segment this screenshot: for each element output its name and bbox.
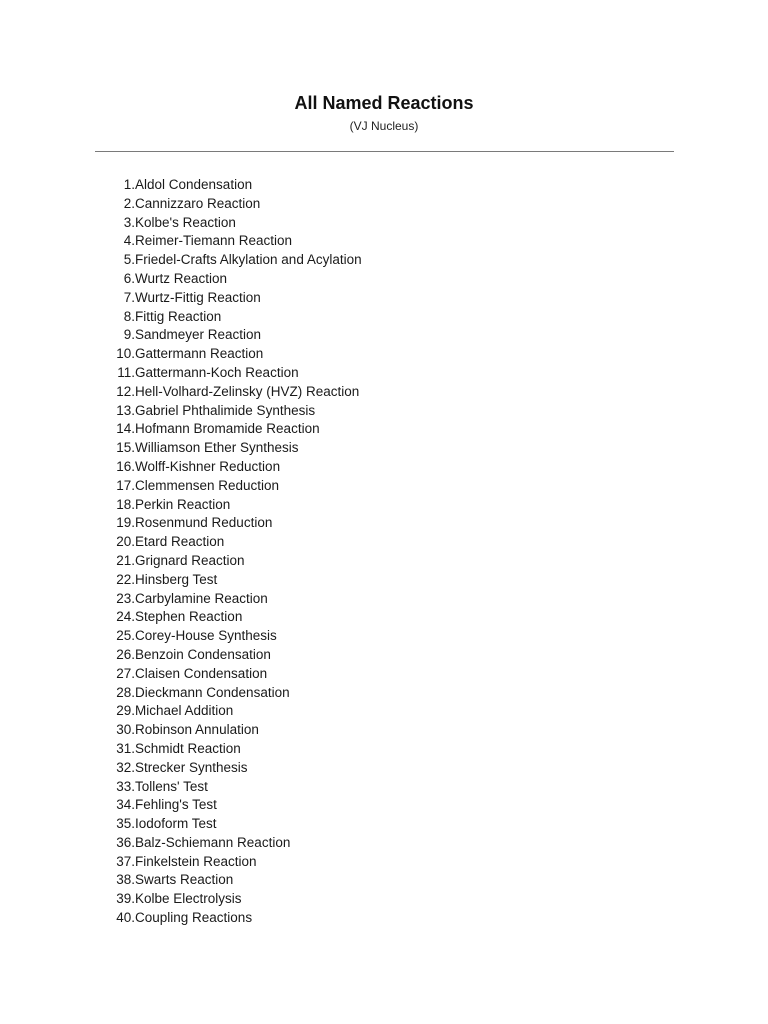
list-item: [96, 834, 291, 853]
list-item-label: Hofmann Bromamide Reaction: [135, 421, 320, 437]
list-item: [96, 496, 231, 515]
list-item-number: 11.: [117, 364, 135, 380]
list-item-number: 29.: [116, 703, 135, 719]
list-item-label: Swarts Reaction: [135, 872, 234, 888]
list-item: [96, 458, 281, 477]
list-item-number: 27.: [116, 665, 135, 681]
list-item-number: 18.: [116, 496, 135, 512]
list-item: [96, 684, 290, 703]
list-item-label: Cannizzaro Reaction: [135, 195, 261, 211]
list-item-label: Strecker Synthesis: [135, 759, 248, 775]
list-item-label: Kolbe's Reaction: [135, 214, 236, 230]
list-item-number: 25.: [116, 628, 135, 644]
list-item-label: Claisen Condensation: [135, 665, 268, 681]
list-item: [96, 871, 234, 890]
list-item-number: 37.: [116, 853, 135, 869]
title-divider: [95, 151, 674, 152]
list-item-number: 40.: [116, 910, 135, 926]
list-item: [96, 176, 253, 195]
list-item-label: Rosenmund Reduction: [135, 515, 273, 531]
page-subtitle: (VJ Nucleus): [349, 119, 419, 133]
list-item: [96, 364, 299, 383]
list-item: [96, 590, 268, 609]
list-item-number: 21.: [116, 552, 135, 568]
list-item-label: Etard Reaction: [135, 534, 225, 550]
list-item: [96, 270, 228, 289]
list-item-number: 9.: [123, 327, 135, 343]
list-item-number: 8.: [123, 308, 135, 324]
list-item-number: 39.: [116, 891, 135, 907]
list-item-label: Finkelstein Reaction: [135, 853, 257, 869]
list-item: [96, 232, 293, 251]
list-item-number: 4.: [123, 233, 135, 249]
list-item-number: 19.: [116, 515, 135, 531]
list-item-number: 23.: [116, 590, 135, 606]
list-item-label: Wurtz Reaction: [135, 270, 228, 286]
list-item-number: 35.: [116, 816, 135, 832]
reaction-list: [96, 176, 362, 928]
list-item: [96, 195, 261, 214]
list-item-number: 3.: [123, 214, 135, 230]
list-item-label: Iodoform Test: [135, 816, 217, 832]
list-item-label: Hinsberg Test: [135, 571, 218, 587]
list-item: [96, 326, 262, 345]
list-item-label: Hell-Volhard-Zelinsky (HVZ) Reaction: [135, 383, 360, 399]
list-item-label: Stephen Reaction: [135, 609, 243, 625]
list-item: [96, 778, 208, 797]
list-item-label: Gabriel Phthalimide Synthesis: [135, 402, 316, 418]
list-item-number: 17.: [116, 477, 135, 493]
list-item-number: 30.: [116, 722, 135, 738]
list-item: [96, 289, 261, 308]
list-item: [96, 345, 264, 364]
list-item-number: 20.: [116, 534, 135, 550]
list-item: [96, 439, 299, 458]
list-item-label: Michael Addition: [135, 703, 234, 719]
list-item-label: Fehling's Test: [135, 797, 217, 813]
list-item: [96, 740, 241, 759]
list-item: [96, 796, 217, 815]
list-item: [96, 608, 243, 627]
list-item: [96, 571, 218, 590]
list-item-number: 34.: [116, 797, 135, 813]
list-item-number: 5.: [123, 252, 135, 268]
list-item: [96, 514, 273, 533]
list-item-number: 6.: [123, 270, 135, 286]
list-item-label: Aldol Condensation: [135, 177, 253, 192]
list-item: [96, 477, 280, 496]
list-item: [96, 627, 277, 646]
list-item-number: 38.: [116, 872, 135, 888]
list-item: [96, 702, 234, 721]
list-item-number: 32.: [116, 759, 135, 775]
list-item-label: Tollens' Test: [135, 778, 208, 794]
list-item-number: 28.: [116, 684, 135, 700]
list-item: [96, 383, 360, 402]
list-item-label: Carbylamine Reaction: [135, 590, 268, 606]
list-item: [96, 759, 248, 778]
list-item: [96, 853, 257, 872]
list-item: [96, 402, 316, 421]
list-item-number: 33.: [116, 778, 135, 794]
list-item-label: Benzoin Condensation: [135, 646, 271, 662]
list-item-label: Sandmeyer Reaction: [135, 327, 262, 343]
list-item-number: 10.: [116, 346, 135, 362]
page-title: All Named Reactions: [294, 93, 474, 113]
list-item: [96, 251, 362, 270]
list-item-number: 22.: [116, 571, 135, 587]
list-item: [96, 533, 225, 552]
list-item: [96, 665, 268, 684]
list-item-label: Balz-Schiemann Reaction: [135, 834, 291, 850]
list-item-number: 2.: [123, 195, 135, 211]
list-item: [96, 214, 236, 233]
list-item-label: Coupling Reactions: [135, 910, 253, 926]
list-item-number: 31.: [116, 740, 135, 756]
list-item-number: 13.: [116, 402, 135, 418]
list-item-label: Perkin Reaction: [135, 496, 231, 512]
list-item: [96, 420, 320, 439]
list-item: [96, 890, 242, 909]
list-item-number: 14.: [116, 421, 135, 437]
list-item-label: Gattermann Reaction: [135, 346, 264, 362]
list-item-label: Schmidt Reaction: [135, 740, 241, 756]
list-item: [96, 815, 217, 834]
list-item: [96, 646, 271, 665]
list-item-number: 7.: [123, 289, 135, 305]
list-item-label: Fittig Reaction: [135, 308, 222, 324]
list-item: [96, 552, 245, 571]
list-item-number: 12.: [116, 383, 135, 399]
list-item-label: Wolff-Kishner Reduction: [135, 458, 281, 474]
list-item-label: Dieckmann Condensation: [135, 684, 290, 700]
list-item-label: Robinson Annulation: [135, 722, 259, 738]
list-item: [96, 308, 222, 327]
list-item-label: Corey-House Synthesis: [135, 628, 277, 644]
list-item-label: Gattermann-Koch Reaction: [135, 364, 299, 380]
list-item-label: Grignard Reaction: [135, 552, 245, 568]
list-item-number: 16.: [116, 458, 135, 474]
list-item-label: Kolbe Electrolysis: [135, 891, 242, 907]
list-item-label: Reimer-Tiemann Reaction: [135, 233, 293, 249]
list-item-number: 26.: [116, 646, 135, 662]
list-item-label: Friedel-Crafts Alkylation and Acylation: [135, 252, 362, 268]
list-item: [96, 721, 259, 740]
list-item-number: 36.: [116, 834, 135, 850]
list-item-number: 1.: [123, 177, 135, 192]
list-item-label: Williamson Ether Synthesis: [135, 440, 299, 456]
list-item-label: Clemmensen Reduction: [135, 477, 280, 493]
list-item-number: 24.: [116, 609, 135, 625]
list-item-number: 15.: [116, 440, 135, 456]
list-item: [96, 909, 253, 928]
list-item-label: Wurtz-Fittig Reaction: [135, 289, 261, 305]
